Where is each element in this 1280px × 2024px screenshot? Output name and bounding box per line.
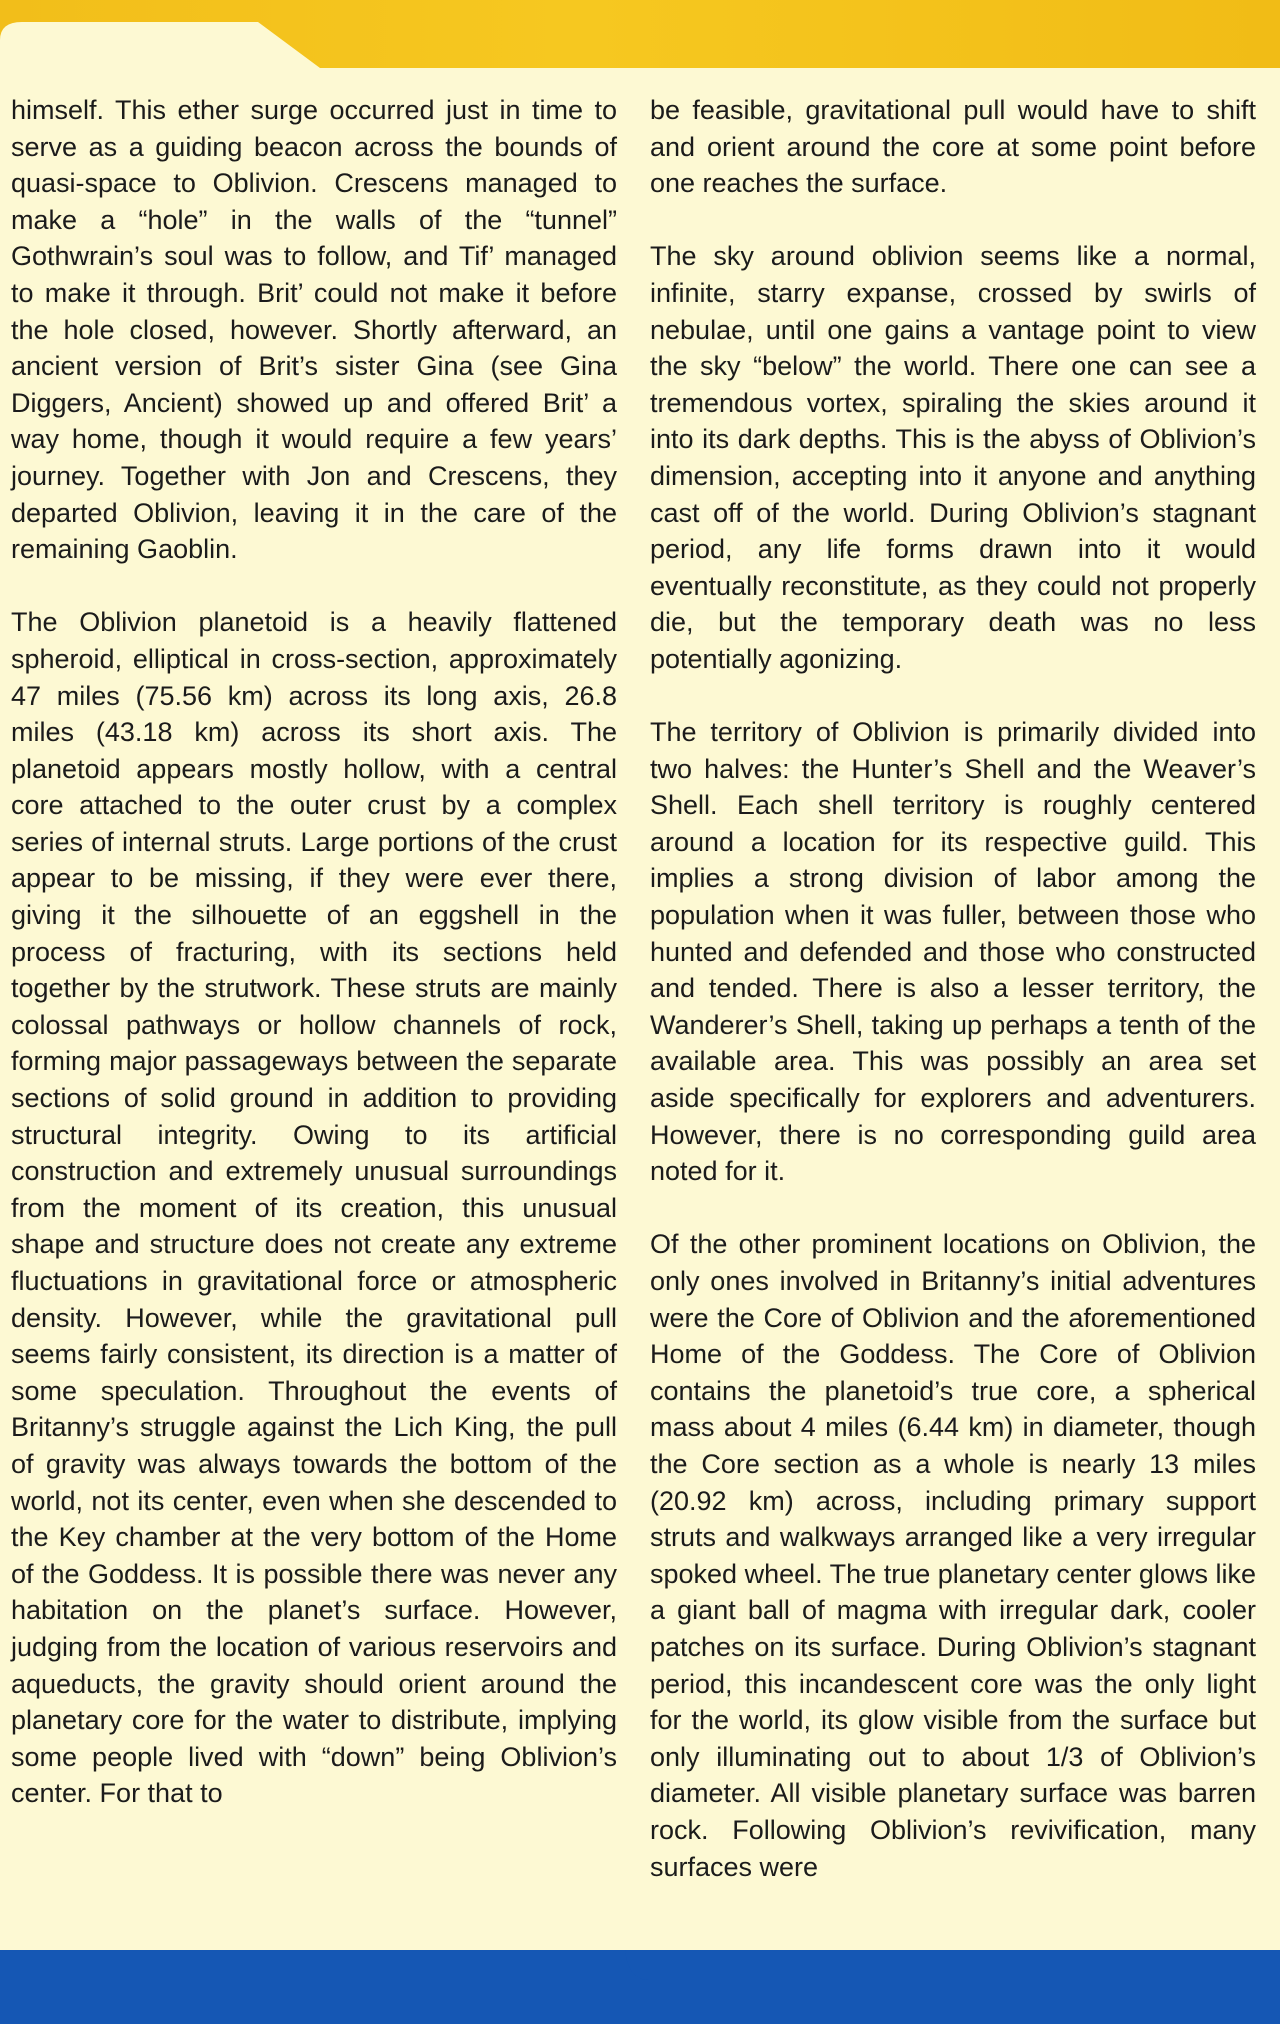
paragraph-right-3: The territory of Oblivion is primarily divided into two halves: the Hunter’s Shell and the Weaver’s Shell. Each shell territory is roughly centered around a location for its respective guild. This implies a strong division of labor among the population when it was fuller, between those who hunted and defended and those who constructed and tended. There is also a lesser territory, the Wanderer’s Shell, taking up perhaps a tenth of the available area. This was possibly an area set aside specifically for explorers and adventurers. However, there is no corresponding guild area noted for it.: [650, 717, 1256, 1187]
paragraph-right-1: be feasible, gravitational pull would have to shift and orient around the core at some point before one reaches the surface.: [650, 95, 1256, 199]
paragraph-right-2: The sky around oblivion seems like a normal, infinite, starry expanse, crossed by swirls of nebulae, until one gains a vantage point to view the sky “below” the world. There one can see a tremendous vortex, spiraling the skies around it into its dark depths. This is the abyss of Oblivion’s dimension, accepting into it anyone and anything cast off of the world. During Oblivion’s stagnant period, any life forms drawn into it would eventually reconstitute, as they could not properly die, but the temporary death was no less potentially agonizing.: [650, 241, 1256, 674]
paragraph-left-2: The Oblivion planetoid is a heavily flattened spheroid, elliptical in cross-section, approximately 47 miles (75.56 km) across its long axis, 26.8 miles (43.18 km) across its short axis. The planetoid appears mostly hollow, with a central core attached to the outer crust by a complex series of internal struts. Large portions of the crust appear to be missing, if they were ever there, giving it the silhouette of an eggshell in the process of fracturing, with its sections held together by the strutwork. These struts are mainly colossal pathways or hollow channels of rock, forming major passageways between the separate sections of solid ground in addition to providing structural integrity. Owing to its artificial construction and extremely unusual surroundings from the moment of its creation, this unusual shape and structure does not create any extreme fluctuations in gravitational force or atmospheric density. However, while the gravitational pull seems fairly consistent, its direction is a matter of some speculation. Throughout the events of Britanny’s struggle against the Lich King, the pull of gravity was always towards the bottom of the world, not its center, even when she descended to the Key chamber at the very bottom of the Home of the Goddess. It is possible there was never any habitation on the planet’s surface. However, judging from the location of various reservoirs and aqueducts, the gravity should orient around the planetary core for the water to distribute, implying some people lived with “down” being Oblivion’s center. For that to: [11, 607, 617, 1809]
folder-tab-shape: [0, 0, 1280, 80]
paragraph-left-1: himself. This ether surge occurred just in time to serve as a guiding beacon across the bounds of quasi-space to Oblivion. Crescens managed to make a “hole” in the walls of the “tunnel” Gothwrain’s soul was to follow, and Tif’ managed to make it through. Brit’ could not make it before the hole closed, however. Shortly afterward, an ancient version of Brit’s sister Gina (see Gina Diggers, Ancient) showed up and offered Brit’ a way home, though it would require a few years’ journey. Together with Jon and Crescens, they departed Oblivion, leaving it in the care of the remaining Gaoblin.: [11, 95, 617, 565]
paragraph-right-4: Of the other prominent locations on Oblivion, the only ones involved in Britanny’s initial adventures were the Core of Oblivion and the aforementioned Home of the Goddess. The Core of Oblivion contains the planetoid’s true core, a spherical mass about 4 miles (6.44 km) in diameter, though the Core section as a whole is nearly 13 miles (20.92 km) across, including primary support struts and walkways arranged like a very irregular spoked wheel. The true planetary center glows like a giant ball of magma with irregular dark, cooler patches on its surface. During Oblivion’s stagnant period, this incandescent core was the only light for the world, its glow visible from the surface but only illuminating out to about 1/3 of Oblivion’s diameter. All visible planetary surface was barren rock. Following Oblivion’s revivification, many surfaces were: [650, 1229, 1256, 1882]
footer-tab-shape: [0, 1920, 1280, 2024]
left-text-column: [11, 92, 617, 1812]
right-text-column: [650, 92, 1256, 1885]
